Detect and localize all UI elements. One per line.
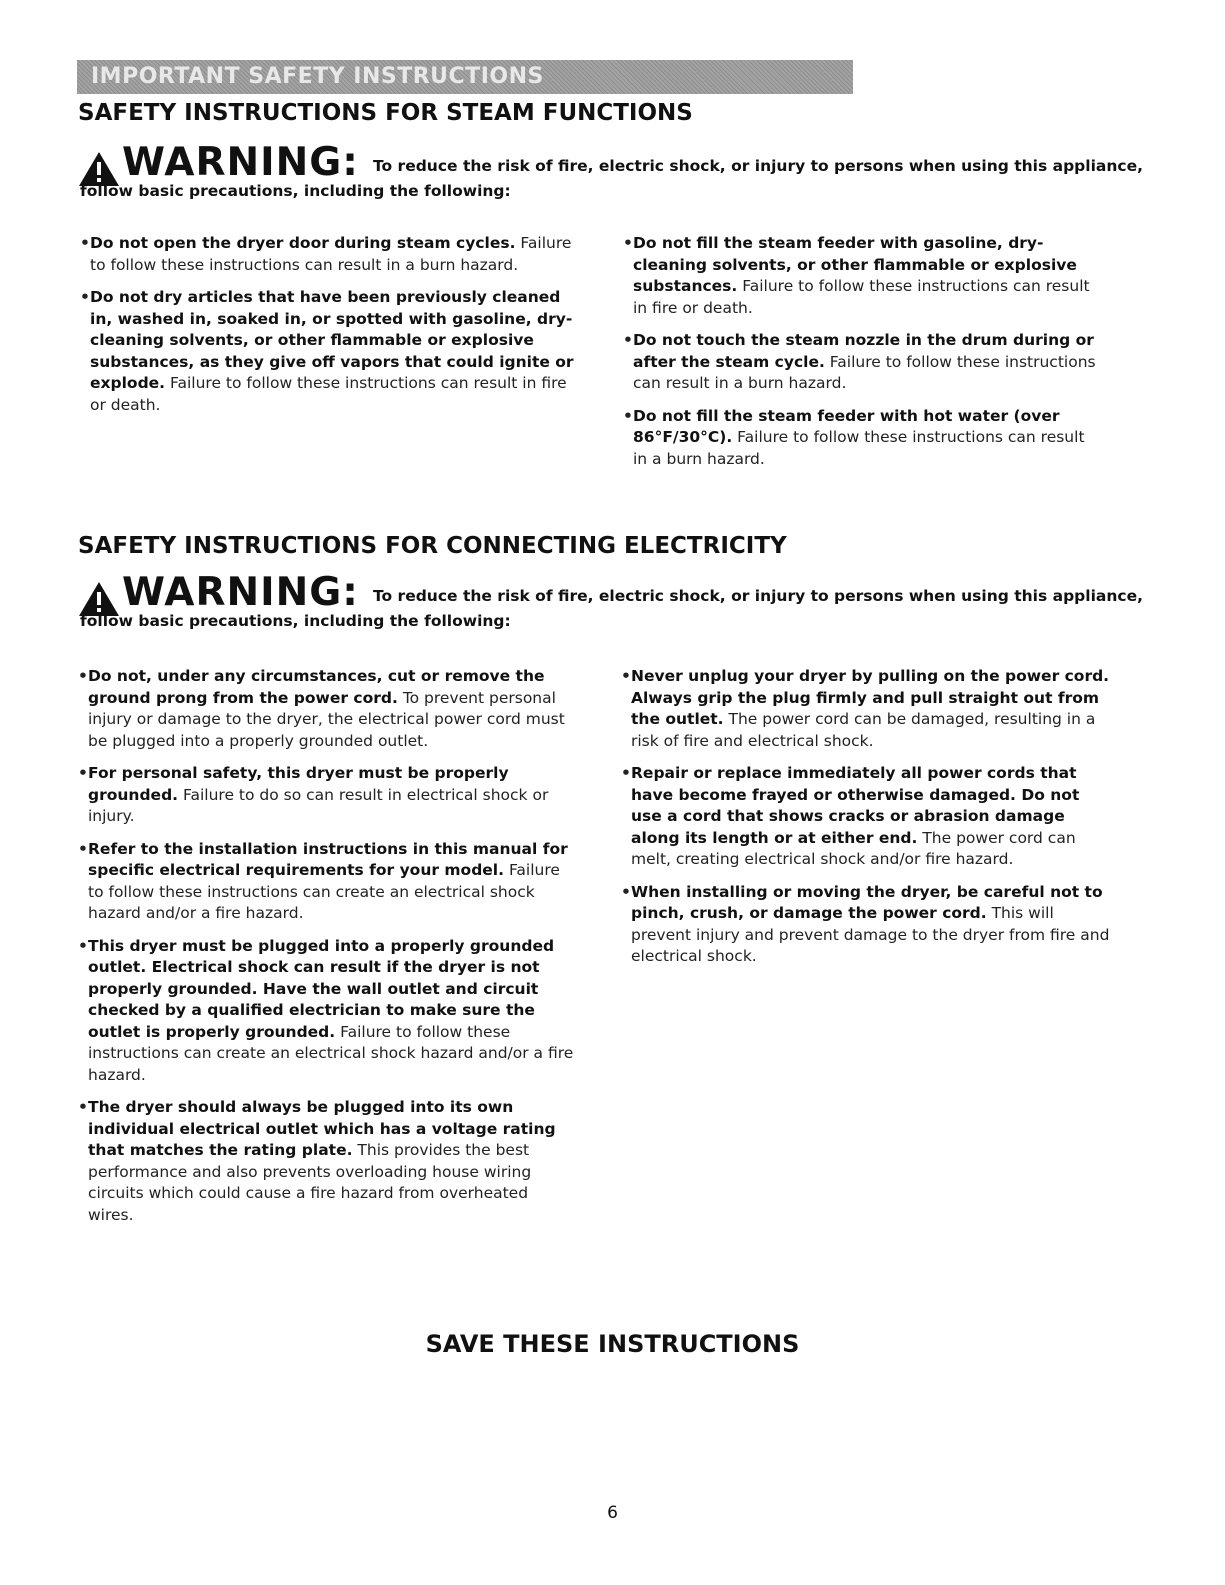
warning-continuation-text: follow basic precautions, including the following: (80, 182, 511, 200)
bullet-dot: • (623, 406, 633, 425)
bullet-body-text: The power cord can be damaged, resulting in a risk of fire and electrical shock. (631, 710, 1096, 750)
safety-bullet-item (78, 936, 578, 1087)
bullet-bold-text: Do not dry articles that have been previously cleaned in, washed in, soaked in, or spotted with gasoline, dry-cleaning solvents, or other flammable or explosive substances, as they give off vapors that could ignite or explode. (90, 288, 574, 392)
warning-lead-text: To reduce the risk of fire, electric shock, or injury to persons when using this appliance, (373, 157, 1143, 175)
steam-warning (78, 140, 1143, 206)
steam-right-column (623, 233, 1098, 481)
bullet-dot: • (78, 936, 88, 955)
bullet-dot: • (80, 234, 90, 252)
safety-bullet-item (623, 330, 1098, 395)
bullet-bold-text: For personal safety, this dryer must be properly grounded. (88, 764, 509, 804)
safety-bullet-item (78, 839, 578, 925)
bullet-body-text: Failure to follow these instructions can create an electrical shock hazard and/or a fire hazard. (88, 1022, 574, 1084)
important-safety-banner (77, 60, 853, 94)
bullet-dot: • (78, 1098, 88, 1116)
bullet-bold-text: Refer to the installation instructions in this manual for specific electrical requirements for your model. (88, 839, 568, 879)
steam-section-title: SAFETY INSTRUCTIONS FOR STEAM FUNCTIONS (78, 100, 693, 126)
warning-lead-text: To reduce the risk of fire, electric shock, or injury to persons when using this appliance, (373, 587, 1143, 605)
bullet-bold-text: The dryer should always be plugged into its own individual electrical outlet which has a voltage rating that matches the rating plate. (88, 1098, 556, 1159)
banner-text: IMPORTANT SAFETY INSTRUCTIONS (91, 64, 544, 89)
safety-bullet-item (78, 666, 578, 752)
safety-bullet-item (80, 287, 580, 416)
safety-bullet-item (80, 233, 580, 276)
safety-bullet-item (621, 882, 1111, 968)
bullet-body-text: Failure to follow these instructions can result in a burn hazard. (633, 352, 1096, 392)
bullet-dot: • (623, 331, 633, 349)
bullet-dot: • (80, 288, 90, 306)
bullet-body-text: To prevent personal injury or damage to the dryer, the electrical power cord must be plugged into a properly grounded outlet. (88, 688, 565, 750)
electricity-left-column (78, 666, 578, 1237)
bullet-body-text: Failure to follow these instructions can result in fire or death. (90, 374, 567, 414)
bullet-body-text: The power cord can melt, creating electrical shock and/or fire hazard. (631, 828, 1076, 868)
bullet-bold-text: Do not, under any circumstances, cut or remove the ground prong from the power cord. (88, 667, 545, 707)
bullet-body-text: Failure to follow these instructions can result in a burn hazard. (633, 428, 1085, 468)
bullet-bold-text: Do not open the dryer door during steam cycles. (90, 234, 516, 252)
bullet-body-text: Failure to follow these instructions can result in a burn hazard. (90, 234, 572, 274)
electricity-section-title: SAFETY INSTRUCTIONS FOR CONNECTING ELECTRICITY (78, 533, 787, 559)
safety-bullet-item (621, 763, 1111, 871)
bullet-bold-text: Never unplug your dryer by pulling on the power cord. Always grip the plug firmly and pull straight out from the outlet. (631, 667, 1110, 728)
bullet-dot: • (621, 882, 631, 901)
bullet-body-text: This will prevent injury and prevent damage to the dryer from fire and electrical shock. (631, 904, 1110, 965)
save-instructions-heading: SAVE THESE INSTRUCTIONS (425, 1330, 800, 1358)
bullet-bold-text: Do not fill the steam feeder with hot water (over 86°F/30°C). (633, 406, 1060, 446)
warning-label: WARNING: (122, 140, 359, 185)
bullet-dot: • (623, 234, 633, 252)
safety-bullet-item (623, 233, 1098, 319)
safety-bullet-item (78, 1097, 578, 1226)
bullet-dot: • (621, 667, 631, 685)
electricity-warning (78, 570, 1143, 636)
bullet-dot: • (78, 667, 88, 685)
bullet-dot: • (78, 764, 88, 782)
bullet-body-text: Failure to do so can result in electrical shock or injury. (88, 785, 549, 825)
bullet-bold-text: Do not touch the steam nozzle in the drum during or after the steam cycle. (633, 331, 1094, 371)
warning-label: WARNING: (122, 570, 359, 615)
safety-bullet-item (623, 406, 1098, 471)
bullet-body-text: Failure to follow these instructions can create an electrical shock hazard and/or a fire hazard. (88, 861, 560, 922)
bullet-bold-text: Do not fill the steam feeder with gasoline, dry-cleaning solvents, or other flammable or explosive substances. (633, 234, 1077, 295)
safety-bullet-item (78, 763, 578, 828)
bullet-bold-text: Repair or replace immediately all power cords that have become frayed or otherwise damaged. Do not use a cord that shows cracks or abrasion damage along its length or at either end. (631, 764, 1080, 847)
bullet-body-text: This provides the best performance and also prevents overloading house wiring circuits which could cause a fire hazard from overheated wires. (88, 1141, 532, 1224)
bullet-bold-text: When installing or moving the dryer, be careful not to pinch, crush, or damage the power cord. (631, 882, 1103, 922)
electricity-right-column (621, 666, 1111, 979)
bullet-dot: • (621, 764, 631, 782)
page-number: 6 (607, 1503, 618, 1523)
bullet-dot: • (78, 839, 88, 858)
safety-bullet-item (621, 666, 1111, 752)
bullet-bold-text: This dryer must be plugged into a properly grounded outlet. Electrical shock can result if the dryer is not properly grounded. Have the wall outlet and circuit checked by a qualified electrician to make sure the outlet is properly grounded. (88, 936, 555, 1041)
warning-continuation-text: follow basic precautions, including the following: (80, 612, 511, 630)
bullet-body-text: Failure to follow these instructions can result in fire or death. (633, 277, 1090, 317)
steam-left-column (80, 233, 580, 427)
